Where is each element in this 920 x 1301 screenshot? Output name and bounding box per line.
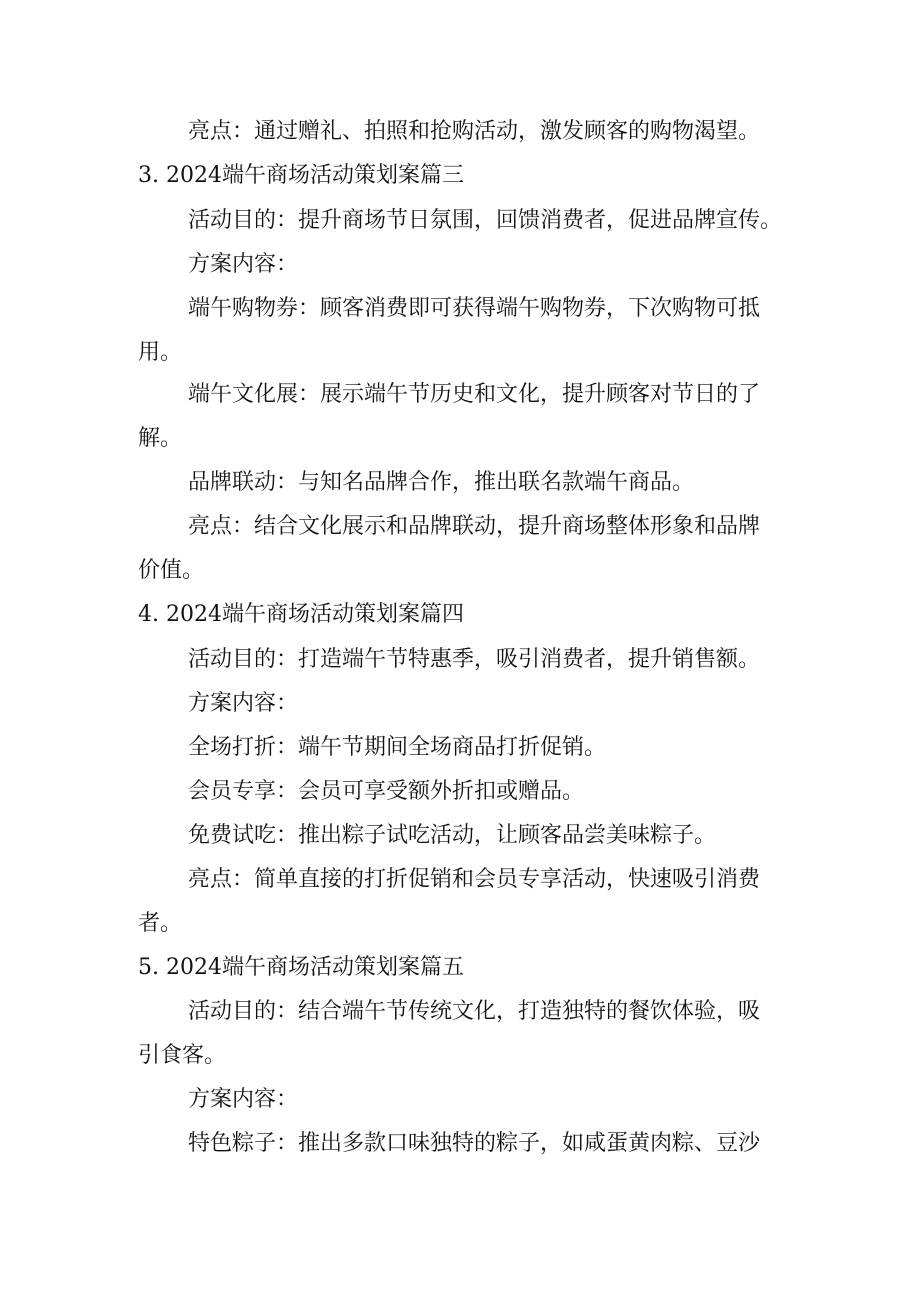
paragraph-culture-3: 端午文化展：展示端午节历史和文化，提升顾客对节日的了 — [188, 382, 761, 407]
paragraph-goal-5: 活动目的：结合端午节传统文化，打造独特的餐饮体验，吸 — [188, 999, 761, 1024]
paragraph-tasting-4: 免费试吃：推出粽子试吃活动，让顾客品尝美味粽子。 — [188, 823, 717, 848]
paragraph-highlight-2: 亮点：通过赠礼、拍照和抢购活动，激发顾客的购物渴望。 — [188, 119, 761, 144]
paragraph-coupon-3-cont: 用。 — [138, 340, 183, 365]
paragraph-highlight-4: 亮点：简单直接的打折促销和会员专享活动，快速吸引消费 — [188, 867, 761, 892]
paragraph-goal-5-cont: 引食客。 — [138, 1043, 227, 1068]
paragraph-culture-3-cont: 解。 — [138, 426, 183, 451]
paragraph-highlight-3: 亮点：结合文化展示和品牌联动，提升商场整体形象和品牌 — [188, 514, 761, 539]
paragraph-highlight-4-cont: 者。 — [138, 911, 183, 936]
paragraph-zongzi-5: 特色粽子：推出多款口味独特的粽子，如咸蛋黄肉粽、豆沙 — [188, 1131, 761, 1156]
section-heading-5: 5. 2024端午商场活动策划案篇五 — [138, 955, 464, 980]
section-heading-3: 3. 2024端午商场活动策划案篇三 — [138, 163, 464, 188]
paragraph-coupon-3: 端午购物券：顾客消费即可获得端午购物券，下次购物可抵 — [188, 296, 761, 321]
paragraph-discount-4: 全场打折：端午节期间全场商品打折促销。 — [188, 735, 607, 760]
paragraph-goal-3: 活动目的：提升商场节日氛围，回馈消费者，促进品牌宣传。 — [188, 208, 783, 233]
paragraph-highlight-3-cont: 价值。 — [138, 558, 205, 583]
section-heading-4: 4. 2024端午商场活动策划案篇四 — [138, 602, 464, 627]
paragraph-goal-4: 活动目的：打造端午节特惠季，吸引消费者，提升销售额。 — [188, 647, 761, 672]
paragraph-plan-label-5: 方案内容： — [188, 1087, 299, 1112]
paragraph-plan-label-4: 方案内容： — [188, 691, 299, 716]
paragraph-member-4: 会员专享：会员可享受额外折扣或赠品。 — [188, 779, 585, 804]
paragraph-plan-label-3: 方案内容： — [188, 252, 299, 277]
paragraph-brand-3: 品牌联动：与知名品牌合作，推出联名款端午商品。 — [188, 470, 695, 495]
